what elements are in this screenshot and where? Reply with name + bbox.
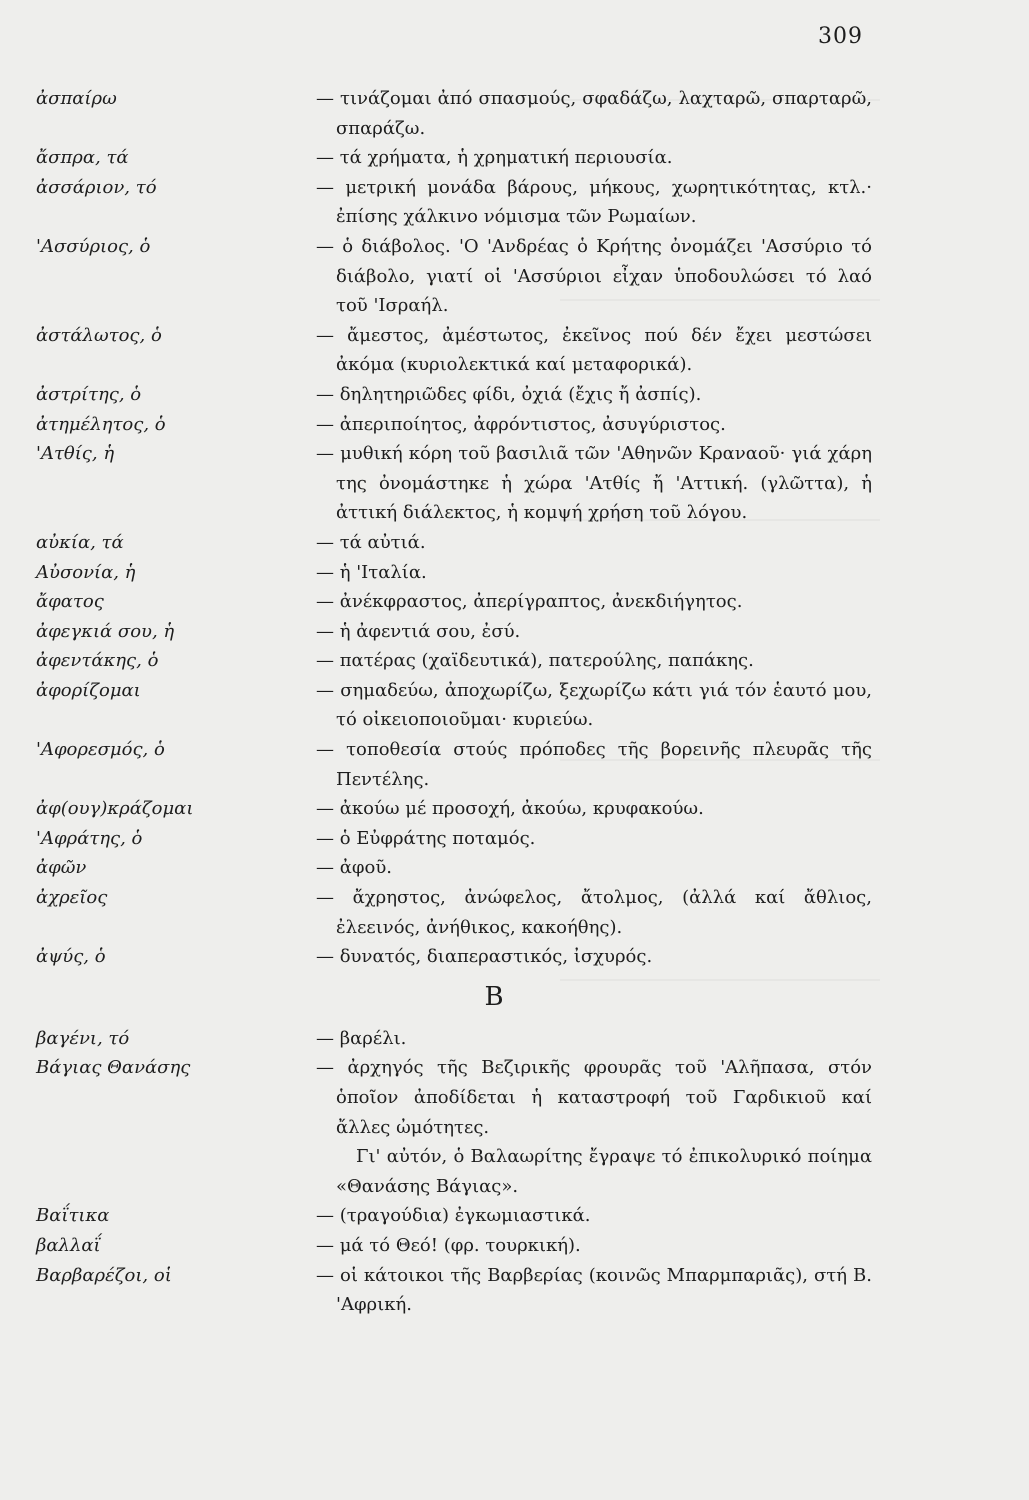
entry-term: 'Ασσύριος, ὁ: [36, 235, 151, 257]
entry-term: Βαρβαρέζοι, οἱ: [36, 1264, 172, 1286]
page-number: 309: [818, 24, 863, 49]
entry: [36, 676, 872, 735]
entry-definition: — ἀπεριποίητος, ἀφρόντιστος, ἀσυγύριστος.: [316, 413, 726, 435]
entry: [36, 587, 872, 617]
entry-definition: — δηλητηριῶδες φίδι, ὀχιά (ἔχις ἤ ἀσπίς).: [316, 383, 702, 405]
entry-term: βαλλαΐ: [36, 1234, 101, 1256]
entry-term: ἀψύς, ὁ: [36, 946, 106, 968]
entry-continuation: [36, 1142, 872, 1201]
entries-list: [36, 84, 872, 1320]
entry: [36, 380, 872, 410]
entry-definition: — δυνατός, διαπεραστικός, ἰσχυρός.: [316, 946, 653, 968]
entry: [36, 617, 872, 647]
entry: [36, 735, 872, 794]
entry-term: ἀφεντάκης, ὁ: [36, 650, 159, 672]
entry: [36, 1201, 872, 1231]
entry-term: ἀφορίζομαι: [36, 679, 141, 701]
entry-term: 'Αφράτης, ὁ: [36, 827, 143, 849]
entry: [36, 410, 872, 440]
entry-definition: — ἡ 'Ιταλία.: [316, 561, 427, 583]
entry-term: [36, 1142, 316, 1201]
entry-term: ἀφ(ουγ)κράζομαι: [36, 798, 194, 820]
entry: [36, 143, 872, 173]
entry-definition: — ἀρχηγός τῆς Βεζιρικῆς φρουρᾶς τοῦ 'Αλῆπασα, στόν ὁποῖον ἀποδίδεται ἡ καταστροφή τοῦ Γαρδικιοῦ καί ἄλλες ὠμότητες.: [316, 1057, 872, 1138]
entry-definition: — τά χρήματα, ἡ χρηματική περιουσία.: [316, 147, 673, 169]
entry: [36, 528, 872, 558]
entry-term: 'Ατθίς, ἡ: [36, 443, 115, 465]
section-letter-heading: Β: [484, 981, 504, 1012]
entry-definition: — ἀνέκφραστος, ἀπερίγραπτος, ἀνεκδιήγητος.: [316, 591, 743, 613]
entry: [36, 1231, 872, 1261]
entry-term: 'Αφορεσμός, ὁ: [36, 739, 165, 761]
entry-term: ἀφεγκιά σου, ἡ: [36, 620, 175, 642]
entry-definition: — ἀφοῦ.: [316, 857, 392, 879]
entry-definition: — μά τό Θεό! (φρ. τουρκική).: [316, 1234, 581, 1256]
entry: [36, 1053, 872, 1142]
entry: [36, 794, 872, 824]
entry-term: βαγένι, τό: [36, 1027, 130, 1049]
entry: [36, 439, 872, 528]
entry-term: ἀτημέλητος, ὁ: [36, 413, 166, 435]
entry-definition: — τινάζομαι ἀπό σπασμούς, σφαδάζω, λαχταρῶ, σπαρταρῶ, σπαράζω.: [316, 88, 872, 139]
entry-definition: — ὁ Εὐφράτης ποταμός.: [316, 827, 536, 849]
entry: [36, 1261, 872, 1320]
entry-term: Βάγιας Θανάσης: [36, 1057, 191, 1079]
entry-definition: — ὁ διάβολος. 'Ο 'Ανδρέας ὁ Κρήτης ὀνομάζει 'Ασσύριο τό διάβολο, γιατί οἱ 'Ασσύριοι εἶχαν ὑποδουλώσει τό λαό τοῦ 'Ισραήλ.: [316, 235, 872, 317]
entry: [36, 824, 872, 854]
entry-term: ἀσπαίρω: [36, 88, 117, 109]
entry-definition: — μετρική μονάδα βάρους, μήκους, χωρητικότητας, κτλ.· ἐπίσης χάλκινο νόμισμα τῶν Ρωμαίων.: [316, 176, 872, 228]
entry-definition: — σημαδεύω, ἀποχωρίζω, ξεχωρίζω κάτι γιά τόν ἑαυτό μου, τό οἰκειοποιοῦμαι· κυριεύω.: [316, 679, 872, 731]
entry-definition: — τοποθεσία στούς πρόποδες τῆς βορεινῆς πλευρᾶς τῆς Πεντέλης.: [316, 739, 872, 790]
entry-definition: — τά αὐτιά.: [316, 531, 426, 553]
entry-definition: — ἀκούω μέ προσοχή, ἀκούω, κρυφακούω.: [316, 798, 704, 820]
entry-term: ἀσσάριον, τό: [36, 176, 157, 198]
entry-definition: — (τραγούδια) ἐγκωμιαστικά.: [316, 1205, 591, 1227]
entry: [36, 84, 872, 143]
entry-term: Βαΐτικα: [36, 1205, 110, 1227]
entry-term: Αὐσονία, ἡ: [36, 561, 136, 583]
entries-block-a: [36, 84, 872, 972]
entry-term: ἄφατος: [36, 591, 104, 613]
entry-definition: — ἄμεστος, ἀμέστωτος, ἐκεῖνος πού δέν ἔχει μεστώσει ἀκόμα (κυριολεκτικά καί μεταφορικά).: [316, 324, 872, 376]
entries-block-b: [36, 1024, 872, 1320]
entry-term: ἀχρεῖος: [36, 887, 108, 909]
entry: [36, 942, 872, 972]
entry-term: αὐκία, τά: [36, 531, 124, 553]
entry: [36, 853, 872, 883]
entry: [36, 883, 872, 942]
entry: [36, 646, 872, 676]
entry: [36, 321, 872, 380]
entry: [36, 173, 872, 232]
entry-definition: — οἱ κάτοικοι τῆς Βαρβερίας (κοινῶς Μπαρμπαριᾶς), στή Β. 'Αφρική.: [316, 1264, 872, 1316]
entry: [36, 558, 872, 588]
entry: [36, 1024, 872, 1054]
entry-definition: — πατέρας (χαϊδευτικά), πατερούλης, παπάκης.: [316, 650, 754, 672]
entry-definition: — μυθική κόρη τοῦ βασιλιᾶ τῶν 'Αθηνῶν Κραναοῦ· γιά χάρη της ὀνομάστηκε ἡ χώρα 'Ατθίς ἤ 'Αττική. (γλῶττα), ἡ ἀττική διάλεκτος, ἡ κομψή χρήση τοῦ λόγου.: [316, 443, 872, 524]
entry-term: ἄσπρα, τά: [36, 147, 129, 169]
entry-term: ἀστρίτης, ὁ: [36, 383, 142, 405]
entry-definition: — βαρέλι.: [316, 1027, 407, 1049]
entry-definition: — ἄχρηστος, ἀνώφελος, ἄτολμος, (ἀλλά καί ἄθλιος, ἐλεεινός, ἀνήθικος, κακοήθης).: [316, 887, 872, 938]
entry-term: ἀστάλωτος, ὁ: [36, 324, 162, 346]
entry-definition: — ἡ ἀφεντιά σου, ἐσύ.: [316, 620, 521, 642]
entry-definition: Γι' αὐτόν, ὁ Βαλαωρίτης ἔγραψε τό ἐπικολυρικό ποίημα «Θανάσης Βάγιας».: [336, 1146, 872, 1197]
entry-term: ἀφῶν: [36, 857, 87, 879]
entry: [36, 232, 872, 321]
